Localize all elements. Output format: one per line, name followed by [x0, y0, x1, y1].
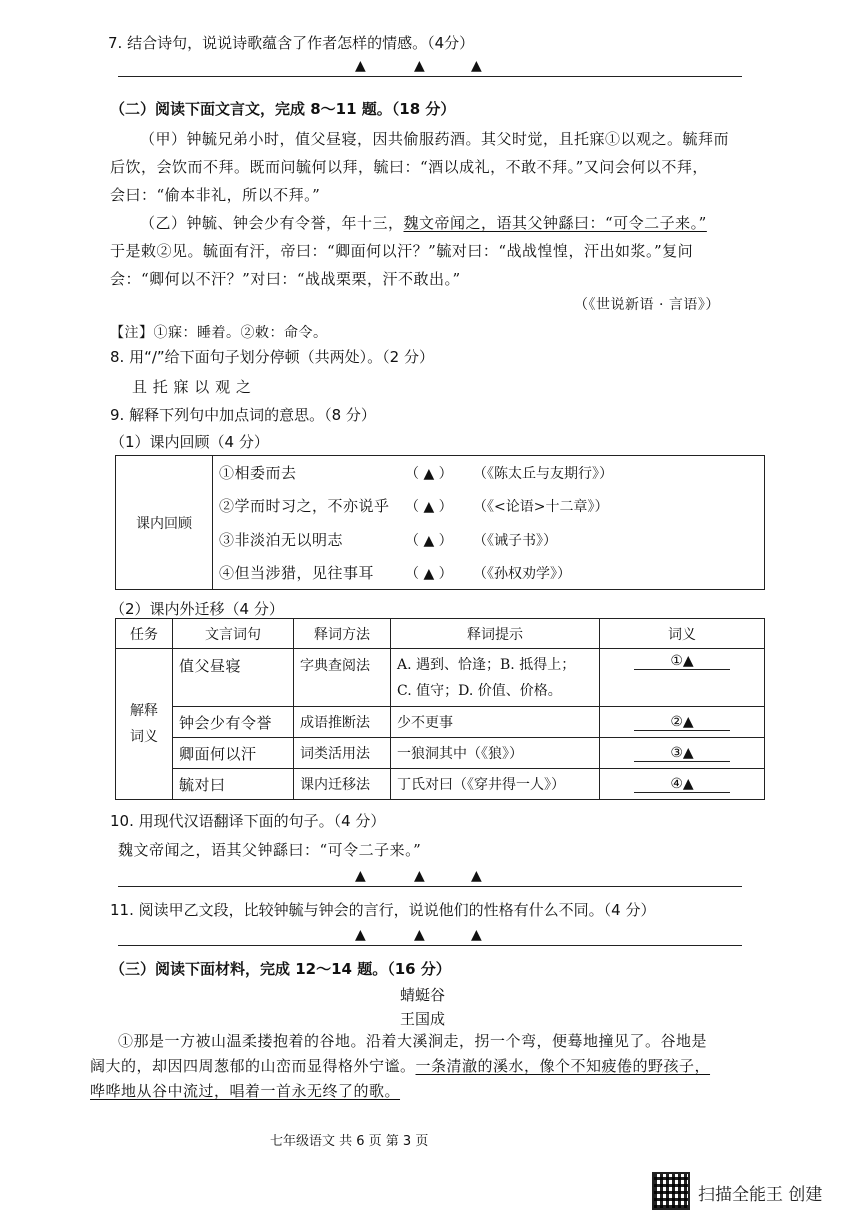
review-table-label: 课内回顾 — [116, 456, 213, 590]
answer-line — [118, 945, 742, 946]
transfer-hint-line: C. 值守；D. 价值、价格。 — [397, 682, 562, 699]
question-10-sentence: 魏文帝闻之，语其父钟繇曰：“可令二子来。” — [118, 841, 422, 859]
passage-jia-line-2: 后饮，会饮而不拜。既而问毓何以拜，毓曰：“酒以成礼，不敢不拜。”又问会何以不拜， — [110, 158, 708, 176]
review-answer: （ ▲ ） — [405, 466, 453, 482]
question-9-part1-title: （1）课内回顾（4 分） — [110, 433, 269, 451]
question-11: 11. 阅读甲乙文段，比较钟毓与钟会的言行，说说他们的性格有什么不同。（4 分） — [110, 901, 656, 919]
answer-blank: ④▲ — [634, 776, 730, 793]
transfer-task: 解释词义 — [116, 649, 173, 800]
answer-mark: ▲ — [471, 927, 482, 943]
qr-code-icon — [652, 1172, 690, 1210]
transfer-answer — [600, 707, 765, 738]
transfer-sentence: 钟会少有令誉 — [173, 707, 294, 738]
review-answer: （ ▲ ） — [405, 532, 453, 549]
section-3-heading: （三）阅读下面材料，完成 12～14 题。（16 分） — [110, 960, 451, 978]
transfer-hint: 少不更事 — [391, 707, 600, 738]
review-table — [115, 455, 765, 590]
transfer-method: 字典查阅法 — [294, 649, 391, 707]
article-underlined-text: 一条清澈的溪水，像个不知疲倦的野孩子， — [415, 1057, 711, 1075]
question-8-sentence: 且 托 寐 以 观 之 — [132, 378, 252, 396]
passage-jia-line-3: 会曰：“偷本非礼，所以不拜。” — [110, 186, 321, 204]
question-9-part2-title: （2）课内外迁移（4 分） — [110, 600, 284, 618]
answer-mark: ▲ — [414, 927, 425, 943]
answer-mark: ▲ — [355, 868, 366, 884]
answer-mark: ▲ — [414, 58, 425, 74]
review-item: ③非淡泊无以明志 — [219, 530, 344, 549]
passage-yi-line-2: 于是敕②见。毓面有汗，帝曰：“卿面何以汗？”毓对曰：“战战惶惶，汗出如浆。”复问 — [110, 242, 694, 260]
article-text: 阔大的，却因四周葱郁的山峦而显得格外宁谧。 — [90, 1057, 416, 1075]
review-item: ④但当涉猎，见往事耳 — [219, 564, 375, 582]
question-9: 9. 解释下列句中加点词的意思。（8 分） — [110, 406, 376, 424]
transfer-sentence: 值父昼寝 — [173, 649, 294, 707]
answer-blank: ②▲ — [634, 714, 730, 731]
transfer-method: 词类活用法 — [294, 738, 391, 769]
passage-yi-line-3: 会：“卿何以不汗？”对曰：“战战栗栗，汗不敢出。” — [110, 270, 461, 288]
transfer-answer — [600, 769, 765, 800]
review-source: （《孙权劝学》） — [473, 566, 571, 582]
review-row — [213, 556, 765, 590]
answer-line — [118, 886, 742, 887]
transfer-sentence: 卿面何以汗 — [173, 738, 294, 769]
review-row — [213, 456, 765, 490]
article-author: 王国成 — [400, 1010, 446, 1028]
transfer-header: 释词提示 — [391, 619, 600, 649]
article-title: 蜻蜓谷 — [400, 986, 446, 1004]
question-8: 8. 用“/”给下面句子划分停顿（共两处）。（2 分） — [110, 348, 434, 366]
annotation-note: 【注】①寐：睡着。②敕：命令。 — [110, 325, 328, 341]
passage-yi-underlined: 魏文帝闻之，语其父钟繇曰：“可令二子来。” — [403, 214, 707, 232]
transfer-method: 成语推断法 — [294, 707, 391, 738]
review-row — [213, 489, 765, 523]
transfer-hint: 丁氏对曰（《穿井得一人》） — [391, 769, 600, 800]
review-answer: （ ▲ ） — [405, 566, 453, 582]
transfer-header: 释词方法 — [294, 619, 391, 649]
review-row — [213, 523, 765, 557]
section-2-heading: （二）阅读下面文言文，完成 8～11 题。（18 分） — [110, 100, 456, 118]
transfer-answer — [600, 738, 765, 769]
passage-yi-line-1 — [140, 212, 707, 233]
answer-mark: ▲ — [414, 868, 425, 884]
transfer-header: 文言词句 — [173, 619, 294, 649]
transfer-hint — [391, 649, 600, 707]
article-paragraph-1-line-1: ①那是一方被山温柔搂抱着的谷地。沿着大溪涧走，拐一个弯，便蓦地撞见了。谷地是 — [118, 1032, 708, 1050]
passage-jia-line-1: （甲）钟毓兄弟小时，值父昼寝，因共偷服药酒。其父时觉，且托寐①以观之。毓拜而 — [140, 130, 730, 148]
question-10: 10. 用现代汉语翻译下面的句子。（4 分） — [110, 812, 386, 830]
review-item: ①相委而去 — [219, 464, 297, 482]
transfer-table — [115, 618, 765, 800]
page-footer: 七年级语文 共 6 页 第 3 页 — [270, 1134, 429, 1149]
review-source: （《诫子书》） — [473, 532, 557, 549]
answer-blank: ③▲ — [634, 745, 730, 762]
transfer-hint: 一狼洞其中（《狼》） — [391, 738, 600, 769]
transfer-answer — [600, 649, 765, 707]
passage-source: （《世说新语 · 言语》） — [574, 297, 720, 313]
review-answer: （ ▲ ） — [405, 499, 453, 516]
scanner-watermark: 扫描全能王 创建 — [698, 1185, 823, 1205]
review-source: （《陈太丘与友期行》） — [473, 466, 613, 482]
transfer-header: 任务 — [116, 619, 173, 649]
passage-yi-line-1-start: （乙）钟毓、钟会少有令誉，年十三， — [140, 214, 404, 232]
transfer-sentence: 毓对曰 — [173, 769, 294, 800]
transfer-hint-line: A. 遇到、恰逢；B. 抵得上； — [397, 656, 576, 673]
transfer-method: 课内迁移法 — [294, 769, 391, 800]
question-7: 7. 结合诗句，说说诗歌蕴含了作者怎样的情感。（4分） — [108, 34, 475, 52]
answer-mark: ▲ — [355, 58, 366, 74]
review-source: （《<论语>十二章》） — [473, 499, 609, 516]
transfer-header: 词义 — [600, 619, 765, 649]
article-paragraph-1-line-2 — [90, 1055, 710, 1076]
answer-mark: ▲ — [471, 868, 482, 884]
article-paragraph-1-line-3: 哗哗地从谷中流过，唱着一首永无终了的歌。 — [90, 1082, 401, 1100]
answer-mark: ▲ — [355, 927, 366, 943]
answer-blank: ①▲ — [634, 653, 730, 670]
answer-line — [118, 76, 742, 77]
answer-mark: ▲ — [471, 58, 482, 74]
review-item: ②学而时习之，不亦说乎 — [219, 497, 390, 516]
